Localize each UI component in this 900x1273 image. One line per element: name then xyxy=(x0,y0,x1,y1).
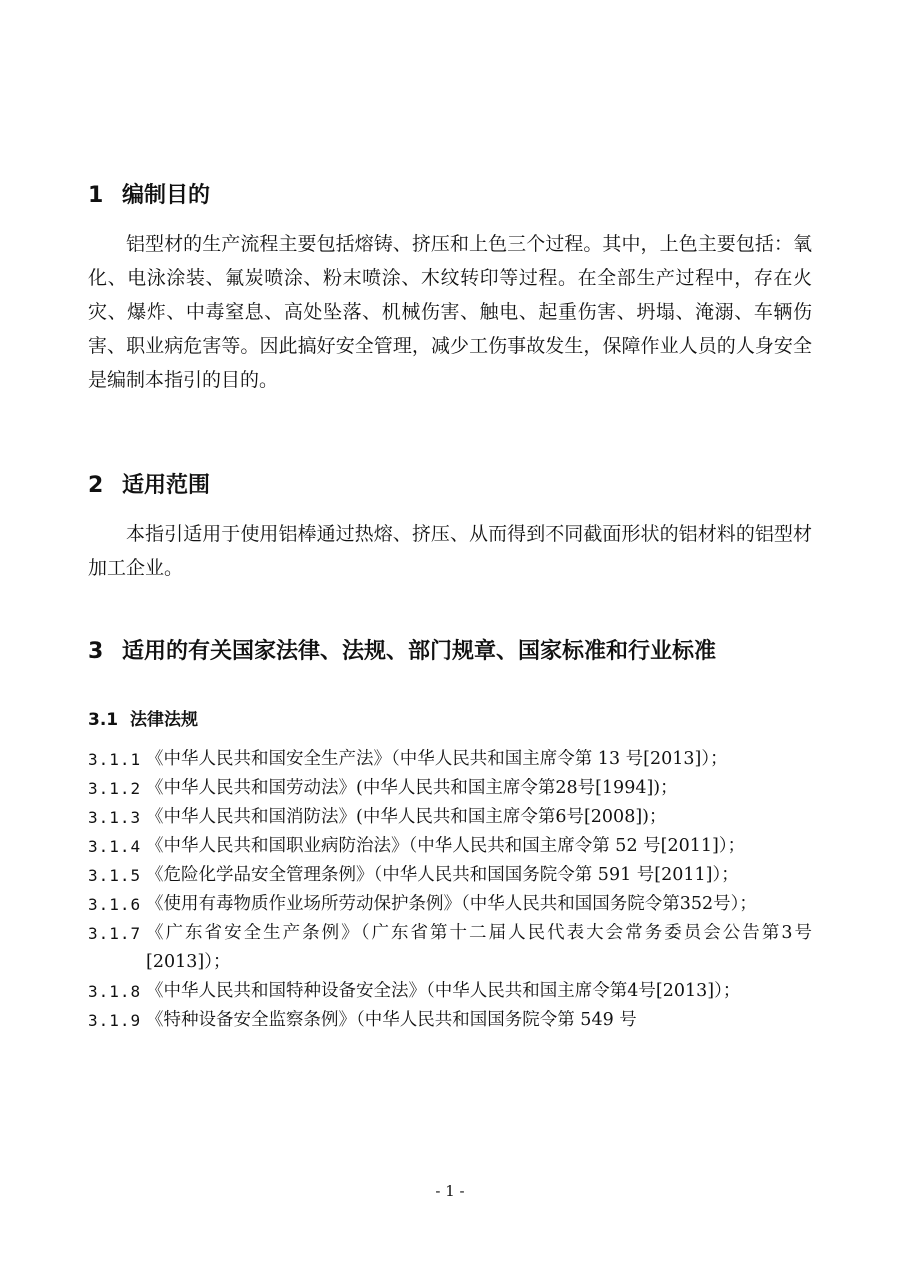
item-text: 《中华人民共和国特种设备安全法》（中华人民共和国主席令第4号[2013]）； xyxy=(146,981,741,1001)
list-item xyxy=(88,919,812,977)
section-number: 3 xyxy=(88,639,104,664)
item-text: 《中华人民共和国职业病防治法》（中华人民共和国主席令第 52 号[2011]）； xyxy=(146,836,746,856)
item-text: 《中华人民共和国消防法》(中华人民共和国主席令第6号[2008])； xyxy=(146,807,667,827)
list-item xyxy=(88,977,812,1006)
item-text: 《特种设备安全监察条例》（中华人民共和国国务院令第 549 号 xyxy=(146,1010,637,1030)
section-heading-3 xyxy=(88,634,716,665)
list-item xyxy=(88,1006,812,1035)
section-heading-2 xyxy=(88,468,210,499)
item-code: 3.1.4 xyxy=(88,837,142,856)
section-2-paragraph: 本指引适用于使用铝棒通过热熔、挤压、从而得到不同截面形状的铝材料的铝型材加工企业。 xyxy=(88,523,812,579)
item-code: 3.1.2 xyxy=(88,779,142,798)
section-1-paragraph: 铝型材的生产流程主要包括熔铸、挤压和上色三个过程。其中，上色主要包括：氧化、电泳涂装、氟炭喷涂、粉末喷涂、木纹转印等过程。在全部生产过程中，存在火灾、爆炸、中毒窒息、高处坠落、机械伤害、触电、起重伤害、坍塌、淹溺、车辆伤害、职业病危害等。因此搞好安全管理，减少工伤事故发生，保障作业人员的人身安全是编制本指引的目的。 xyxy=(88,233,812,391)
list-item xyxy=(88,745,812,774)
item-code: 3.1.1 xyxy=(88,750,142,769)
section-number: 2 xyxy=(88,473,104,498)
section-heading-1 xyxy=(88,178,210,209)
subsection-heading xyxy=(88,705,198,730)
item-code: 3.1.8 xyxy=(88,982,142,1001)
list-item xyxy=(88,832,812,861)
list-item xyxy=(88,890,812,919)
subsection-title: 法律法规 xyxy=(130,710,198,730)
list-item xyxy=(88,803,812,832)
item-text: 《危险化学品安全管理条例》（中华人民共和国国务院令第 591 号[2011]）； xyxy=(146,865,739,885)
item-text: 《中华人民共和国劳动法》(中华人民共和国主席令第28号[1994])； xyxy=(146,778,678,798)
item-code: 3.1.5 xyxy=(88,866,142,885)
item-code: 3.1.7 xyxy=(88,924,142,943)
item-text: 《广东省安全生产条例》（广东省第十二届人民代表大会常务委员会公告第3号[2013]）； xyxy=(146,923,812,972)
list-item xyxy=(88,861,812,890)
item-code: 3.1.9 xyxy=(88,1011,142,1030)
section-number: 1 xyxy=(88,183,104,208)
section-title: 适用的有关国家法律、法规、部门规章、国家标准和行业标准 xyxy=(122,639,717,664)
subsection-number: 3.1 xyxy=(88,710,119,730)
item-code: 3.1.3 xyxy=(88,808,142,827)
item-text: 《中华人民共和国安全生产法》（中华人民共和国主席令第 13 号[2013]）； xyxy=(146,749,728,769)
section-title: 适用范围 xyxy=(122,473,211,498)
section-title: 编制目的 xyxy=(122,183,211,208)
laws-list xyxy=(88,745,812,1035)
page-number: - 1 - xyxy=(435,1182,465,1200)
item-text: 《使用有毒物质作业场所劳动保护条例》（中华人民共和国国务院令第352号）； xyxy=(146,894,757,914)
item-code: 3.1.6 xyxy=(88,895,142,914)
list-item xyxy=(88,774,812,803)
